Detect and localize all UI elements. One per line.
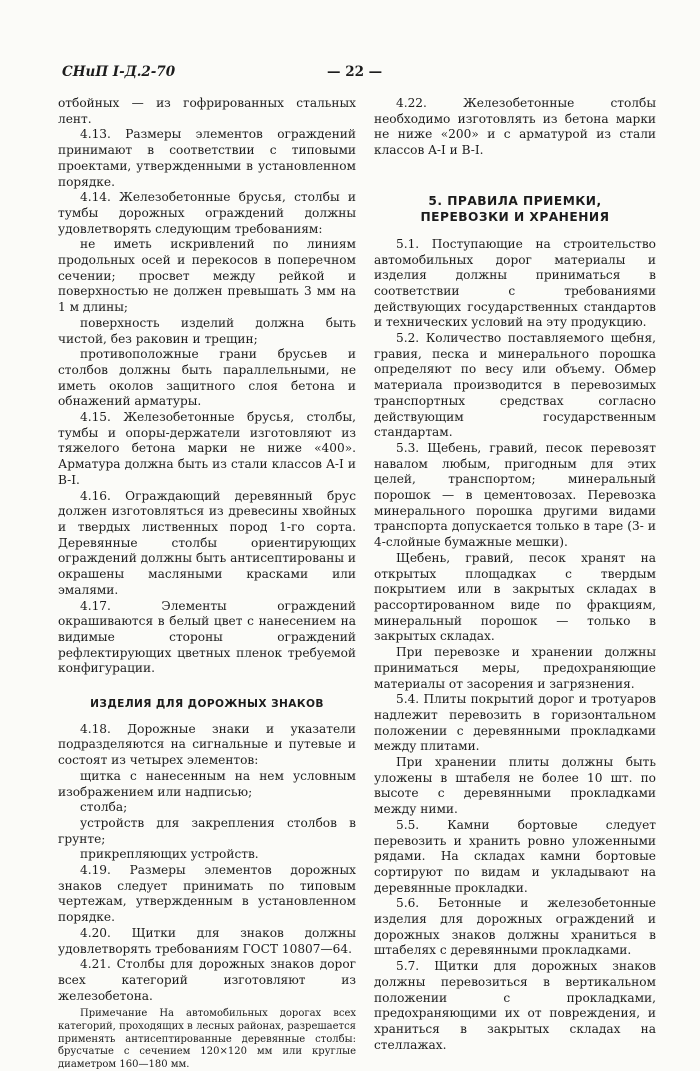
clause-4-14: 4.14. Железобетонные брусья, столбы и тумбы дорожных ограждений должны удовлетворять следующим требованиям: (58, 190, 356, 236)
clause-4-22: 4.22. Железобетонные столбы необходимо изготовлять из бетона марки не ниже «200» и с арматурой из стали классов A-I и B-I. (374, 96, 656, 158)
clause-5-4: 5.4. Плиты покрытий дорог и тротуаров надлежит перевозить в горизонтальном положении с деревянными прокладками между плитами. (374, 692, 656, 754)
clause-4-19: 4.19. Размеры элементов дорожных знаков следует принимать по типовым чертежам, утвержденным в установленном порядке. (58, 863, 356, 925)
clause-5-4-storage: При хранении плиты должны быть уложены в штабеля не более 10 шт. по высоте с деревянными прокладками между ними. (374, 755, 656, 817)
clause-4-18-item-1: щитка с нанесенным на нем условным изображением или надписью; (58, 768, 356, 799)
clause-4-18-item-4: прикрепляющих устройств. (80, 847, 259, 862)
footnote: Примечание На автомобильных дорогах всех категорий, проходящих в лесных районах, разрешается применять антисептированные деревянные столбы: брусчатые с сечением 120×120 мм или круглые диаметром 160—180 мм. (58, 1008, 356, 1070)
clause-4-20: 4.20. Щитки для знаков должны удовлетворять требованиям ГОСТ 10807—64. (58, 925, 356, 956)
clause-5-7: 5.7. Щитки для дорожных знаков должны перевозиться в вертикальном положении с прокладками, предохраняющими их от повреждения, и храниться в закрытых складах на стеллажах. (374, 959, 656, 1052)
clause-4-18-item-2: столба; (80, 800, 128, 815)
clause-5-3: 5.3. Щебень, гравий, песок перевозят навалом любым, пригодным для этих целей, транспортом; минеральный порошок — в цементовозах. Перевозка минерального порошка другими видами транспорта допускается только в таре (3- и 4-слойные бумажные мешки). (374, 440, 656, 550)
section-heading: 5. ПРАВИЛА ПРИЕМКИ, ПЕРЕВОЗКИ И ХРАНЕНИЯ (420, 193, 610, 224)
clause-4-13: 4.13. Размеры элементов ограждений принимают в соответствии с типовыми проектами, утвержденными в установленном порядке. (58, 127, 356, 189)
left-column (58, 96, 356, 1071)
clause-5-3-storage: Щебень, гравий, песок хранят на открытых площадках с твердым покрытием или в закрытых складах в рассортированном виде по фракциям, минеральный порошок — только в закрытых складах. (374, 550, 656, 644)
clause-4-18-item-3: устройств для закрепления столбов в грунте; (58, 815, 356, 846)
clause-4-18: 4.18. Дорожные знаки и указатели подразделяются на сигнальные и путевые и состоят из четырех элементов: (58, 721, 356, 768)
clause-5-5: 5.5. Камни бортовые следует перевозить и хранить ровно уложенными рядами. На складах камни бортовые сортируют по видам и укладывают на деревянные прокладки. (374, 817, 656, 895)
paragraph-continuation: отбойных — из гофрированных стальных лент. (58, 96, 356, 126)
clause-5-2: 5.2. Количество поставляемого щебня, гравия, песка и минерального порошка определяют по весу или объему. Обмер материала производится в перевозимых транспортных средствах согласно действующим государственным стандартам. (374, 331, 656, 440)
clause-5-3-protection: При перевозке и хранении должны приниматься меры, предохраняющие материалы от засорения и загрязнения. (374, 645, 656, 691)
clause-4-17: 4.17. Элементы ограждений окрашиваются в белый цвет с нанесением на видимые стороны ограждений рефлектирующих цветных пленок требуемой конфигурации. (58, 598, 356, 676)
subsection-heading: ИЗДЕЛИЯ ДЛЯ ДОРОЖНЫХ ЗНАКОВ (90, 698, 324, 711)
clause-4-16: 4.16. Ограждающий деревянный брус должен изготовляться из древесины хвойных и твердых лиственных пород 1-го сорта. Деревянные столбы ориентирующих ограждений должны быть антисептированы и окрашены масляными красками или эмалями. (58, 488, 356, 597)
page-header (62, 64, 652, 84)
clause-4-14-item-3: противоположные грани брусьев и столбов должны быть параллельными, не иметь околов защитного слоя бетона и обнажений арматуры. (58, 347, 356, 409)
clause-4-14-item-1: не иметь искривлений по линиям продольных осей и перекосов в поперечном сечении; просвет между рейкой и поверхностью не должен превышать 3 мм на 1 м длины; (58, 237, 356, 315)
page-number: — 22 — (327, 64, 383, 80)
document-code: СНиП I-Д.2-70 (62, 64, 176, 80)
clause-4-14-item-2: поверхность изделий должна быть чистой, без раковин и трещин; (58, 315, 356, 346)
clause-5-1: 5.1. Поступающие на строительство автомобильных дорог материалы и изделия должны приниматься в соответствии с требованиями действующих государственных стандартов и технических условий на эту продукцию. (374, 236, 656, 330)
clause-5-6: 5.6. Бетонные и железобетонные изделия для дорожных ограждений и дорожных знаков должны храниться в штабелях с деревянными прокладками. (374, 896, 656, 958)
clause-4-21: 4.21. Столбы для дорожных знаков дорог всех категорий изготовляют из железобетона. (58, 957, 356, 1003)
clause-4-15: 4.15. Железобетонные брусья, столбы, тумбы и опоры-держатели изготовляют из тяжелого бетона марки не ниже «400». Арматура должна быть из стали классов A-I и B-I. (58, 410, 356, 487)
